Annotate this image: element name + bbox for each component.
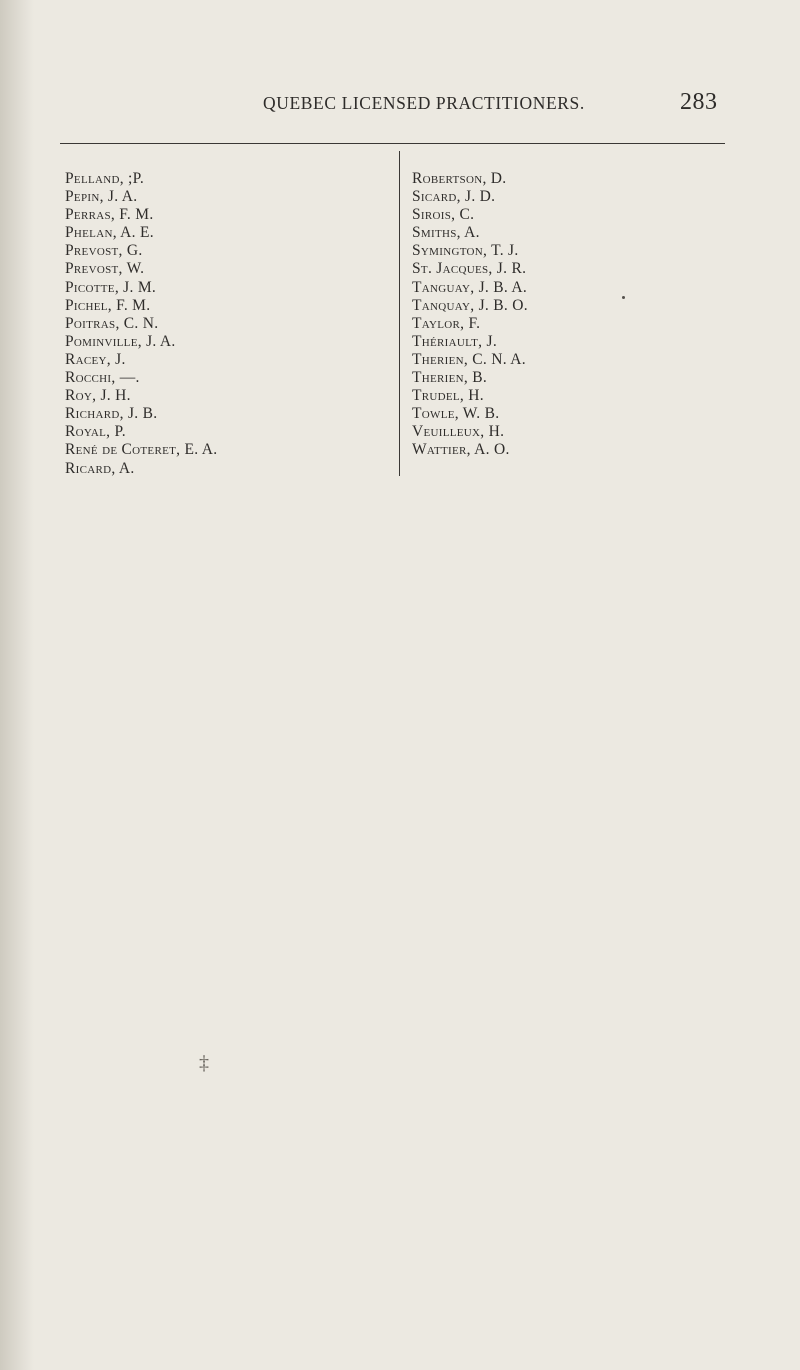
list-item: Pelland, ;P. — [65, 170, 145, 187]
list-item: Trudel, H. — [412, 387, 484, 405]
list-item: Symington, T. J. — [412, 242, 519, 260]
list-item: Tanquay, J. B. O. — [412, 296, 528, 314]
right-column — [412, 170, 732, 460]
page-header — [0, 89, 800, 123]
column-divider — [399, 151, 400, 476]
ink-speck — [622, 296, 625, 299]
list-item: Sirois, C. — [412, 206, 475, 224]
list-item: Perras, F. M. — [65, 206, 154, 224]
list-item: Veuilleux, H. — [412, 423, 505, 441]
page-number: 283 — [680, 89, 718, 115]
list-item: Tanguay, J. B. A. — [412, 278, 528, 296]
list-item: Towle, W. B. — [412, 405, 500, 423]
list-item: Royal, P. — [65, 423, 126, 441]
list-item: Smiths, A. — [412, 224, 480, 242]
list-item: St. Jacques, J. R. — [412, 260, 527, 278]
list-item: Sicard, J. D. — [412, 188, 496, 206]
list-item: Wattier, A. O. — [412, 441, 510, 459]
list-item: Robertson, D. — [412, 170, 507, 187]
list-item: Richard, J. B. — [65, 405, 158, 423]
list-item: Prevost, W. — [65, 260, 145, 278]
list-item: Prevost, G. — [65, 242, 143, 260]
list-item: Racey, J. — [65, 350, 126, 368]
list-item: René de Coteret, E. A. — [65, 441, 218, 459]
running-title: QUEBEC LICENSED PRACTITIONERS. — [263, 93, 585, 113]
list-item: Rocchi, —. — [65, 369, 140, 387]
list-item: Phelan, A. E. — [65, 224, 154, 242]
list-item: Therien, B. — [412, 369, 488, 387]
list-item: Pominville, J. A. — [65, 332, 176, 350]
list-item: Taylor, F. — [412, 314, 481, 332]
list-item: Thériault, J. — [412, 332, 498, 350]
ink-blot-icon: ‡ — [199, 1052, 209, 1074]
left-column — [65, 170, 385, 478]
list-item: Pichel, F. M. — [65, 296, 151, 314]
list-item: Ricard, A. — [65, 459, 135, 477]
list-item: Picotte, J. M. — [65, 278, 157, 296]
list-item: Pepin, J. A. — [65, 188, 138, 206]
header-rule — [60, 143, 725, 144]
list-item: Therien, C. N. A. — [412, 350, 526, 368]
list-item: Roy, J. H. — [65, 387, 131, 405]
page-binding-shadow — [0, 0, 34, 1370]
list-item: Poitras, C. N. — [65, 314, 159, 332]
